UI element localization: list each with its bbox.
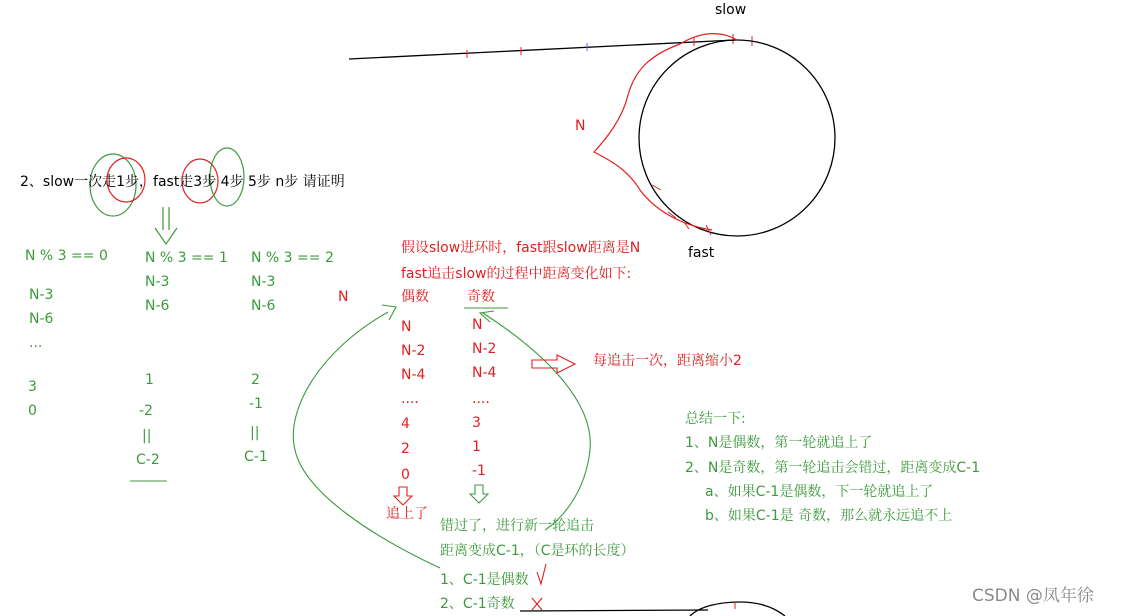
- missed-case-2: 2、C-1奇数: [440, 596, 515, 612]
- mod1-line: -2: [139, 403, 153, 419]
- mod0-line: N-3: [29, 287, 54, 303]
- odd-value: N: [472, 317, 483, 333]
- n-start-label: N: [338, 289, 349, 305]
- odd-value: 1: [472, 439, 481, 455]
- mod2-line: ||: [250, 425, 260, 441]
- down-arrow-icon: [155, 207, 177, 244]
- even-value: 2: [401, 441, 410, 457]
- mod1-line: C-2: [136, 452, 160, 468]
- even-value: 0: [401, 467, 410, 483]
- loop-back-right: [483, 313, 590, 530]
- mod0-line: N-6: [29, 311, 54, 327]
- question-text: 2、slow一次走1步，fast走3步 4步 5步 n步 请证明: [20, 174, 345, 190]
- mod1-header: N % 3 == 1: [145, 250, 228, 266]
- fast-label: fast: [688, 245, 715, 261]
- even-value: N: [401, 319, 412, 335]
- down-arrow-even-icon: [394, 487, 412, 505]
- summary-item-1: 1、N是偶数，第一轮就追上了: [685, 435, 873, 451]
- mod0-line: ...: [29, 335, 43, 351]
- even-value: N-4: [401, 367, 426, 383]
- odd-value: ....: [472, 391, 490, 407]
- list-entry-line-2: [520, 610, 708, 611]
- shrink-note: 每追击一次，距离缩小2: [593, 353, 742, 369]
- cycle-ring-2: [690, 602, 785, 616]
- down-arrow-odd-icon: [470, 485, 488, 503]
- missed-line-1: 错过了，进行新一轮追击: [440, 518, 594, 534]
- mod0-header: N % 3 == 0: [25, 248, 108, 264]
- check-mark-icon: [537, 564, 546, 584]
- summary-item-2: 2、N是奇数，第一轮追击会错过，距离变成C-1: [685, 460, 981, 476]
- caught-label: 追上了: [386, 506, 428, 522]
- mod1-line: N-6: [145, 298, 170, 314]
- mod2-line: N-6: [251, 298, 276, 314]
- mod2-line: -1: [249, 396, 263, 412]
- cycle-ring: [639, 40, 835, 236]
- even-value: N-2: [401, 343, 426, 359]
- mod2-line: C-1: [244, 449, 268, 465]
- mod0-line: 0: [28, 403, 37, 419]
- even-value: 4: [401, 416, 410, 432]
- distance-n-brace: [594, 34, 737, 230]
- missed-case-1: 1、C-1是偶数: [440, 572, 529, 588]
- assumption-line-2: fast追击slow的过程中距离变化如下:: [401, 266, 632, 282]
- odd-value: N-4: [472, 365, 497, 381]
- odd-value: 3: [472, 415, 481, 431]
- even-header: 偶数: [401, 289, 429, 305]
- mod2-line: N-3: [251, 274, 276, 290]
- missed-line-2: 距离变成C-1，（C是环的长度）: [440, 543, 635, 559]
- list-entry-line: [349, 40, 735, 59]
- odd-value: -1: [472, 463, 486, 479]
- mod1-line: 1: [145, 372, 154, 388]
- mod0-line: 3: [28, 379, 37, 395]
- summary-item-2b: b、如果C-1是 奇数，那么就永远追不上: [705, 508, 953, 524]
- summary-title: 总结一下:: [685, 411, 746, 427]
- loop-arrowhead-left-icon: [382, 305, 396, 320]
- cross-mark-icon: [532, 598, 542, 610]
- mod1-line: ||: [142, 428, 152, 444]
- mod1-line: N-3: [145, 274, 170, 290]
- mod2-header: N % 3 == 2: [251, 250, 334, 266]
- n-distance-label: N: [575, 118, 586, 134]
- slow-label: slow: [715, 2, 747, 18]
- watermark: CSDN @凤年徐: [972, 586, 1094, 606]
- assumption-line-1: 假设slow进环时，fast跟slow距离是N: [401, 240, 641, 256]
- odd-header: 奇数: [467, 289, 495, 305]
- mod2-line: 2: [251, 372, 260, 388]
- even-value: ....: [401, 391, 419, 407]
- summary-item-2a: a、如果C-1是偶数，下一轮就追上了: [705, 484, 934, 500]
- odd-value: N-2: [472, 341, 497, 357]
